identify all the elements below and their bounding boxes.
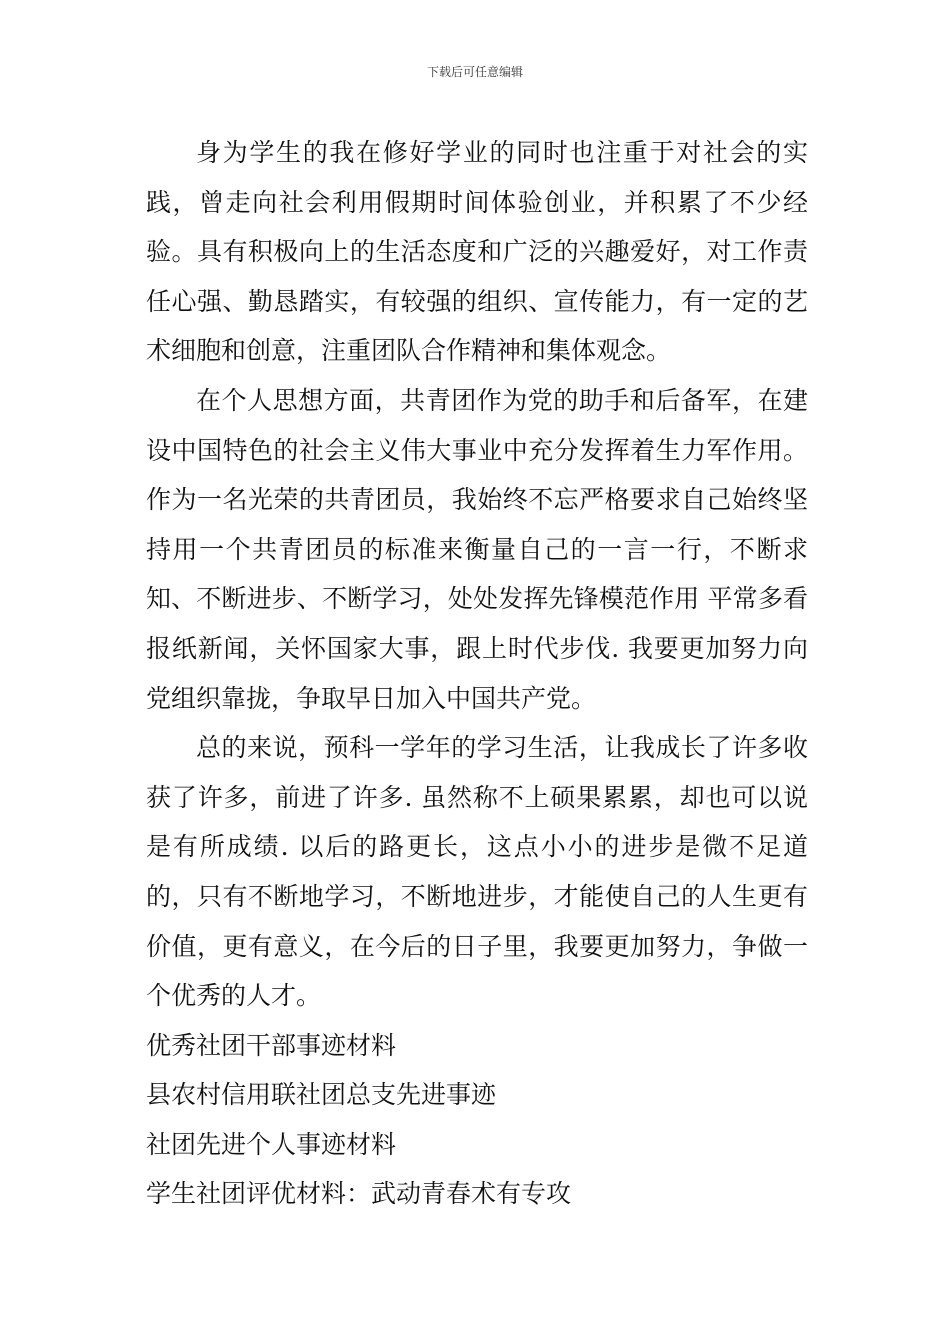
paragraph-ideology: 在个人思想方面，共青团作为党的助手和后备军，在建设中国特色的社会主义伟大事业中充分发挥着生力军作用。作为一名光荣的共青团员，我始终不忘严格要求自己始终坚持用一个共青团员的标准来衡量自己的一言一行，不断求知、不断进步、不断学习，处处发挥先锋模范作用 平常多看报纸新闻，关怀国家大事，跟上时代步伐. 我要更加努力向党组织靠拢，争取早日加入中国共产党。 (146, 385, 808, 713)
related-article-link[interactable]: 县农村信用联社团总支先进事迹 (146, 1080, 497, 1110)
related-article-link[interactable]: 社团先进个人事迹材料 (146, 1129, 397, 1159)
related-article-link[interactable]: 优秀社团干部事迹材料 (146, 1030, 397, 1060)
related-articles-list (146, 1021, 808, 1219)
document-body (146, 128, 808, 1219)
paragraph-summary: 总的来说，预科一学年的学习生活，让我成长了许多收获了许多，前进了许多. 虽然称不上硕果累累，却也可以说是有所成绩. 以后的路更长，这点小小的进步是微不足道的，只有不断地学习，不断地进步，才能使自己的人生更有价值，更有意义，在今后的日子里，我要更加努力，争做一个优秀的人才。 (146, 733, 808, 1011)
related-article-link[interactable]: 学生社团评优材料：武动青春术有专攻 (146, 1179, 572, 1209)
page-header-note: 下载后可任意编辑 (426, 65, 523, 79)
paragraph-self-description: 身为学生的我在修好学业的同时也注重于对社会的实践，曾走向社会利用假期时间体验创业，并积累了不少经验。具有积极向上的生活态度和广泛的兴趣爱好，对工作责任心强、勤恳踏实，有较强的组织、宣传能力，有一定的艺术细胞和创意，注重团队合作精神和集体观念。 (146, 138, 808, 366)
